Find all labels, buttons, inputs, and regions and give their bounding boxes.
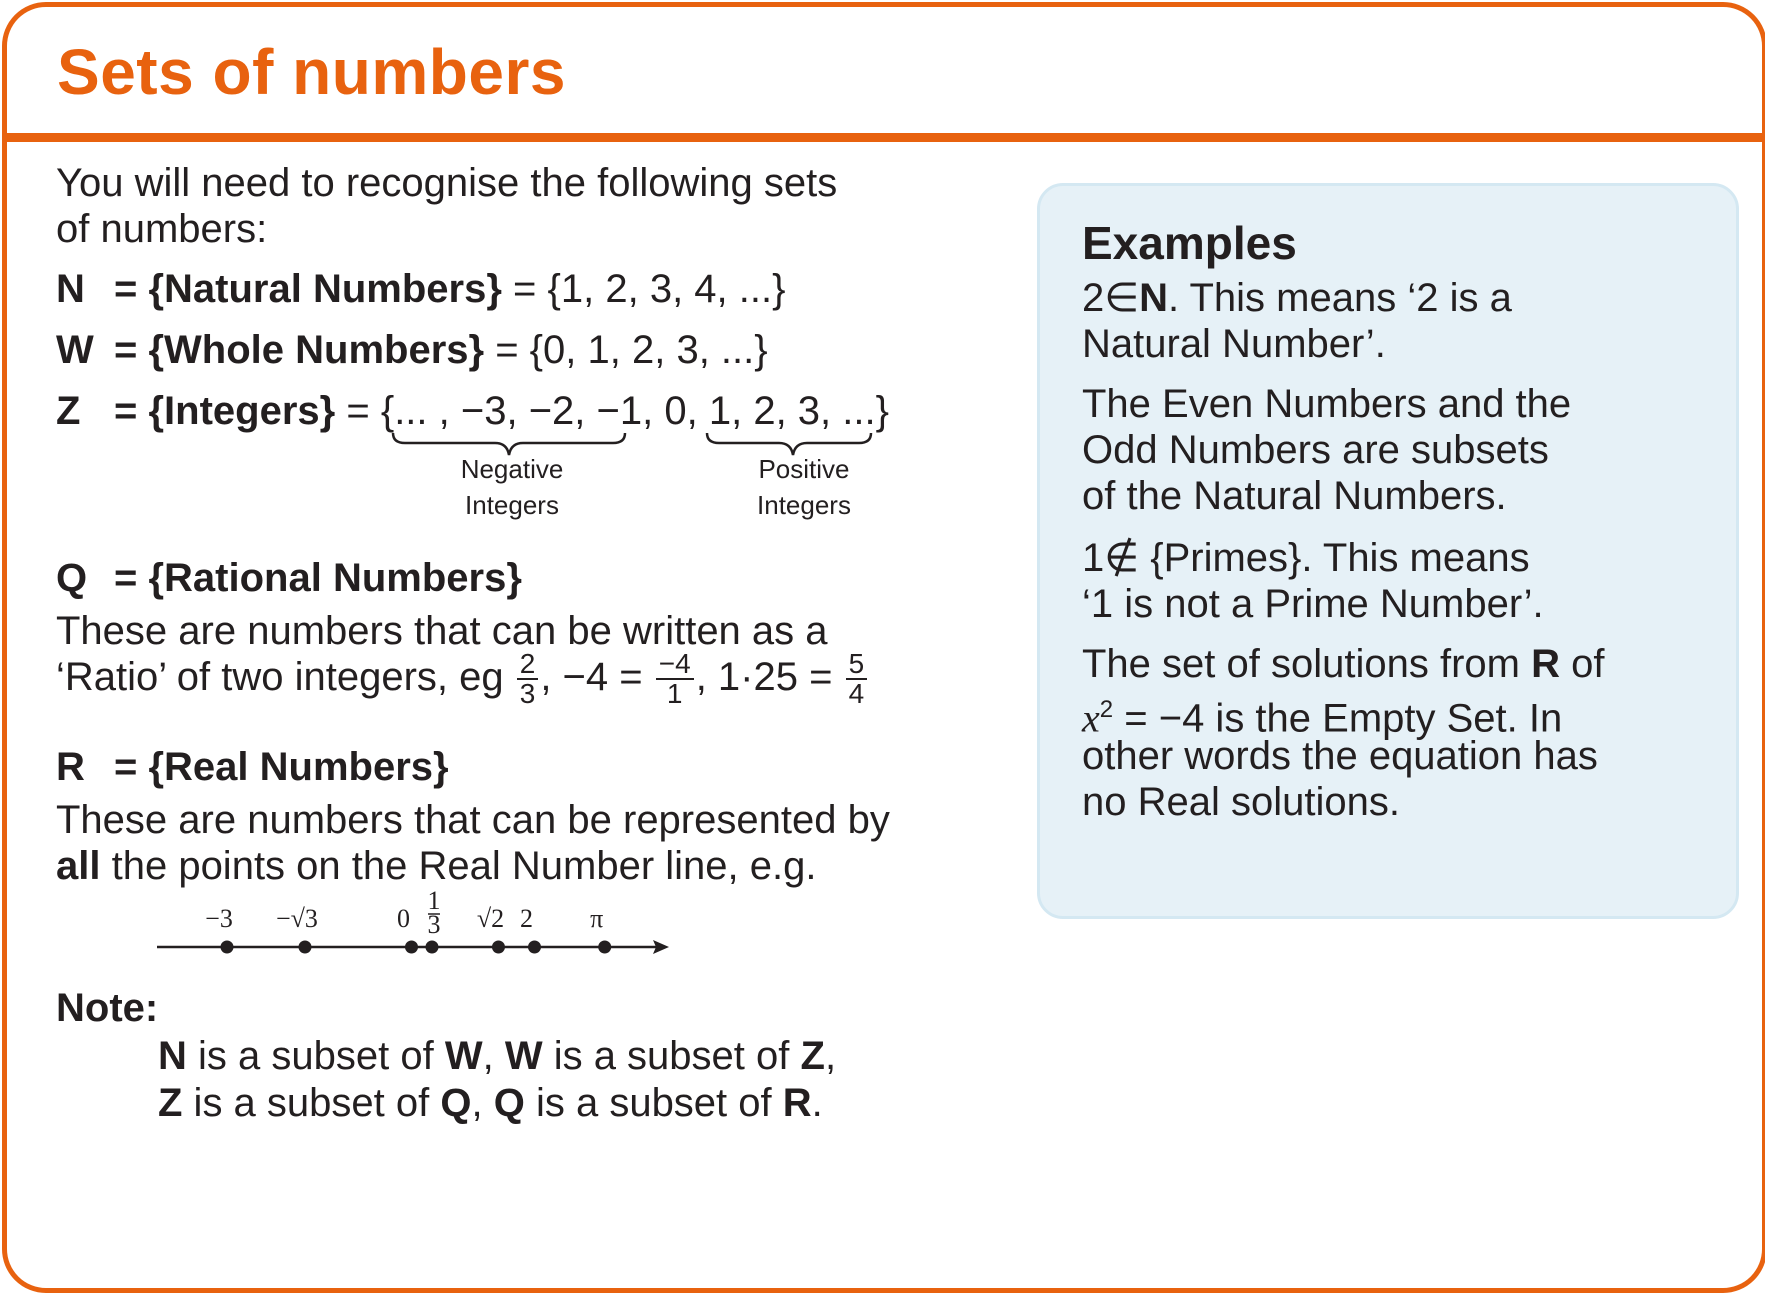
example-4-variable-x: x — [1082, 695, 1100, 741]
set-natural — [56, 263, 785, 315]
example-1-line-1 — [1082, 272, 1512, 324]
number-line-points — [205, 887, 611, 954]
number-line-point-4 — [492, 941, 505, 954]
negative-integers-label — [437, 451, 587, 523]
example-3-line-1: 1∉ {Primes}. This means — [1082, 536, 1530, 580]
note2-text-a: is a subset of — [182, 1081, 441, 1125]
rational-text-a: ‘Ratio’ of two integers, eg — [56, 655, 515, 699]
number-line-label-6: π — [590, 904, 604, 933]
example-1-text: . This means ‘2 is a — [1167, 276, 1512, 320]
number-line-label-1: −√3 — [276, 904, 318, 933]
note2-text-b: is a subset of — [524, 1081, 783, 1125]
real-description-2 — [56, 840, 816, 892]
set-name-whole: = {Whole Numbers} — [114, 328, 485, 372]
set-symbol-r: R — [56, 745, 85, 789]
intro-line-1: You will need to recognise the following sets — [56, 161, 838, 205]
note1-text-a: is a subset of — [186, 1034, 445, 1078]
integers-close: } — [875, 389, 889, 433]
example-4-set-r: R — [1531, 642, 1560, 686]
integers-open: = { — [346, 389, 395, 433]
example-3-line-2: ‘1 is not a Prime Number’. — [1082, 582, 1544, 626]
example-4-text-c: = −4 is the Empty Set. In — [1113, 696, 1563, 741]
set-name-rational: = {Rational Numbers} — [114, 556, 522, 600]
number-line-point-2 — [405, 941, 418, 954]
note2-r: R — [782, 1081, 812, 1125]
set-symbol-w: W — [56, 328, 94, 372]
number-line-point-0 — [221, 941, 234, 954]
number-line-label-0: −3 — [205, 904, 233, 933]
example-4-line-4: no Real solutions. — [1082, 780, 1400, 824]
fraction-1-numerator: 2 — [517, 650, 539, 680]
note1-end: , — [824, 1034, 837, 1078]
examples-title: Examples — [1082, 217, 1297, 269]
set-name-integers: = {Integers} — [114, 389, 336, 433]
integers-zero: , 0, — [642, 389, 709, 433]
real-description-rest: the points on the Real Number line, e.g. — [100, 844, 817, 888]
set-name-real: = {Real Numbers} — [114, 745, 449, 789]
note-line-1 — [158, 1030, 836, 1082]
note-line-2 — [158, 1077, 823, 1129]
set-members-whole: = {0, 1, 2, 3, ...} — [495, 328, 768, 372]
real-description-1: These are numbers that can be represented by — [56, 798, 890, 842]
example-4-line-1 — [1082, 638, 1604, 690]
note2-end: . — [811, 1081, 823, 1125]
number-line-point-1 — [298, 941, 311, 954]
example-4-line-3: other words the equation has — [1082, 734, 1598, 778]
number-line-label-3: 1 — [427, 887, 441, 915]
set-members-natural: = {1, 2, 3, 4, ...} — [513, 267, 786, 311]
examples-panel — [1037, 183, 1739, 919]
note-heading: Note: — [56, 986, 159, 1030]
example-4-text-a: The set of solutions from — [1082, 642, 1532, 686]
example-1-set-n: N — [1139, 276, 1168, 320]
real-number-line — [147, 887, 707, 967]
negative-label-line-2: Integers — [465, 490, 559, 520]
note2-q2: Q — [493, 1081, 525, 1125]
negative-label-line-1: Negative — [460, 454, 564, 484]
integers-negative: ... , −3, −2, −1 — [394, 389, 643, 433]
example-1-element: 2∈ — [1082, 276, 1140, 320]
fraction-3-denominator: 4 — [848, 678, 865, 710]
set-symbol-n: N — [56, 267, 85, 311]
real-all-bold: all — [56, 844, 101, 888]
page-title: Sets of numbers — [57, 36, 566, 108]
set-rational — [56, 552, 522, 604]
note2-z: Z — [158, 1081, 183, 1125]
number-line-label-2: 0 — [397, 904, 410, 933]
example-2-line-3: of the Natural Numbers. — [1082, 474, 1507, 518]
note1-w2: W — [504, 1034, 543, 1078]
note2-q: Q — [440, 1081, 472, 1125]
note1-text-b: is a subset of — [542, 1034, 801, 1078]
positive-label-line-1: Positive — [758, 454, 850, 484]
content-card — [2, 2, 1765, 1293]
fraction-five-quarters — [846, 650, 868, 708]
title-divider — [7, 133, 1762, 142]
rational-text-c: , 1·25 = — [695, 655, 844, 699]
example-4-text-b: of — [1559, 642, 1605, 686]
fraction-1-denominator: 3 — [519, 678, 536, 710]
note1-sep: , — [482, 1034, 505, 1078]
example-2-line-2: Odd Numbers are subsets — [1082, 428, 1549, 472]
set-integers — [56, 385, 889, 437]
positive-label-line-2: Integers — [757, 490, 851, 520]
example-2-line-1: The Even Numbers and the — [1082, 382, 1572, 426]
fraction-2-denominator: 1 — [666, 678, 683, 710]
fraction-minus-four — [656, 650, 694, 708]
set-symbol-q: Q — [56, 556, 88, 600]
fraction-two-thirds — [517, 650, 539, 708]
rational-description-2 — [56, 647, 869, 708]
rational-text-b: , −4 = — [540, 655, 654, 699]
set-whole — [56, 324, 768, 376]
rational-description-1: These are numbers that can be written as a — [56, 609, 828, 653]
fraction-3-numerator: 5 — [846, 650, 868, 680]
example-4-exponent: 2 — [1099, 696, 1114, 723]
note1-w: W — [444, 1034, 483, 1078]
fraction-2-numerator: −4 — [656, 650, 694, 680]
number-line-label-4: √2 — [476, 904, 505, 933]
set-symbol-z: Z — [56, 389, 81, 433]
note1-n: N — [158, 1034, 187, 1078]
example-1-line-2: Natural Number’. — [1082, 322, 1386, 366]
number-line-point-6 — [598, 941, 611, 954]
number-line-point-3 — [425, 941, 438, 954]
note2-sep: , — [471, 1081, 494, 1125]
number-line-label-5: 2 — [520, 904, 533, 933]
intro-line-2: of numbers: — [56, 207, 268, 251]
set-name-natural: = {Natural Numbers} — [114, 267, 502, 311]
number-line-label-3-denominator: 3 — [427, 910, 441, 939]
positive-integers-label — [729, 451, 879, 523]
set-real — [56, 741, 449, 793]
note1-z: Z — [800, 1034, 825, 1078]
number-line-point-5 — [528, 941, 541, 954]
integers-positive: 1, 2, 3, ... — [708, 389, 876, 433]
